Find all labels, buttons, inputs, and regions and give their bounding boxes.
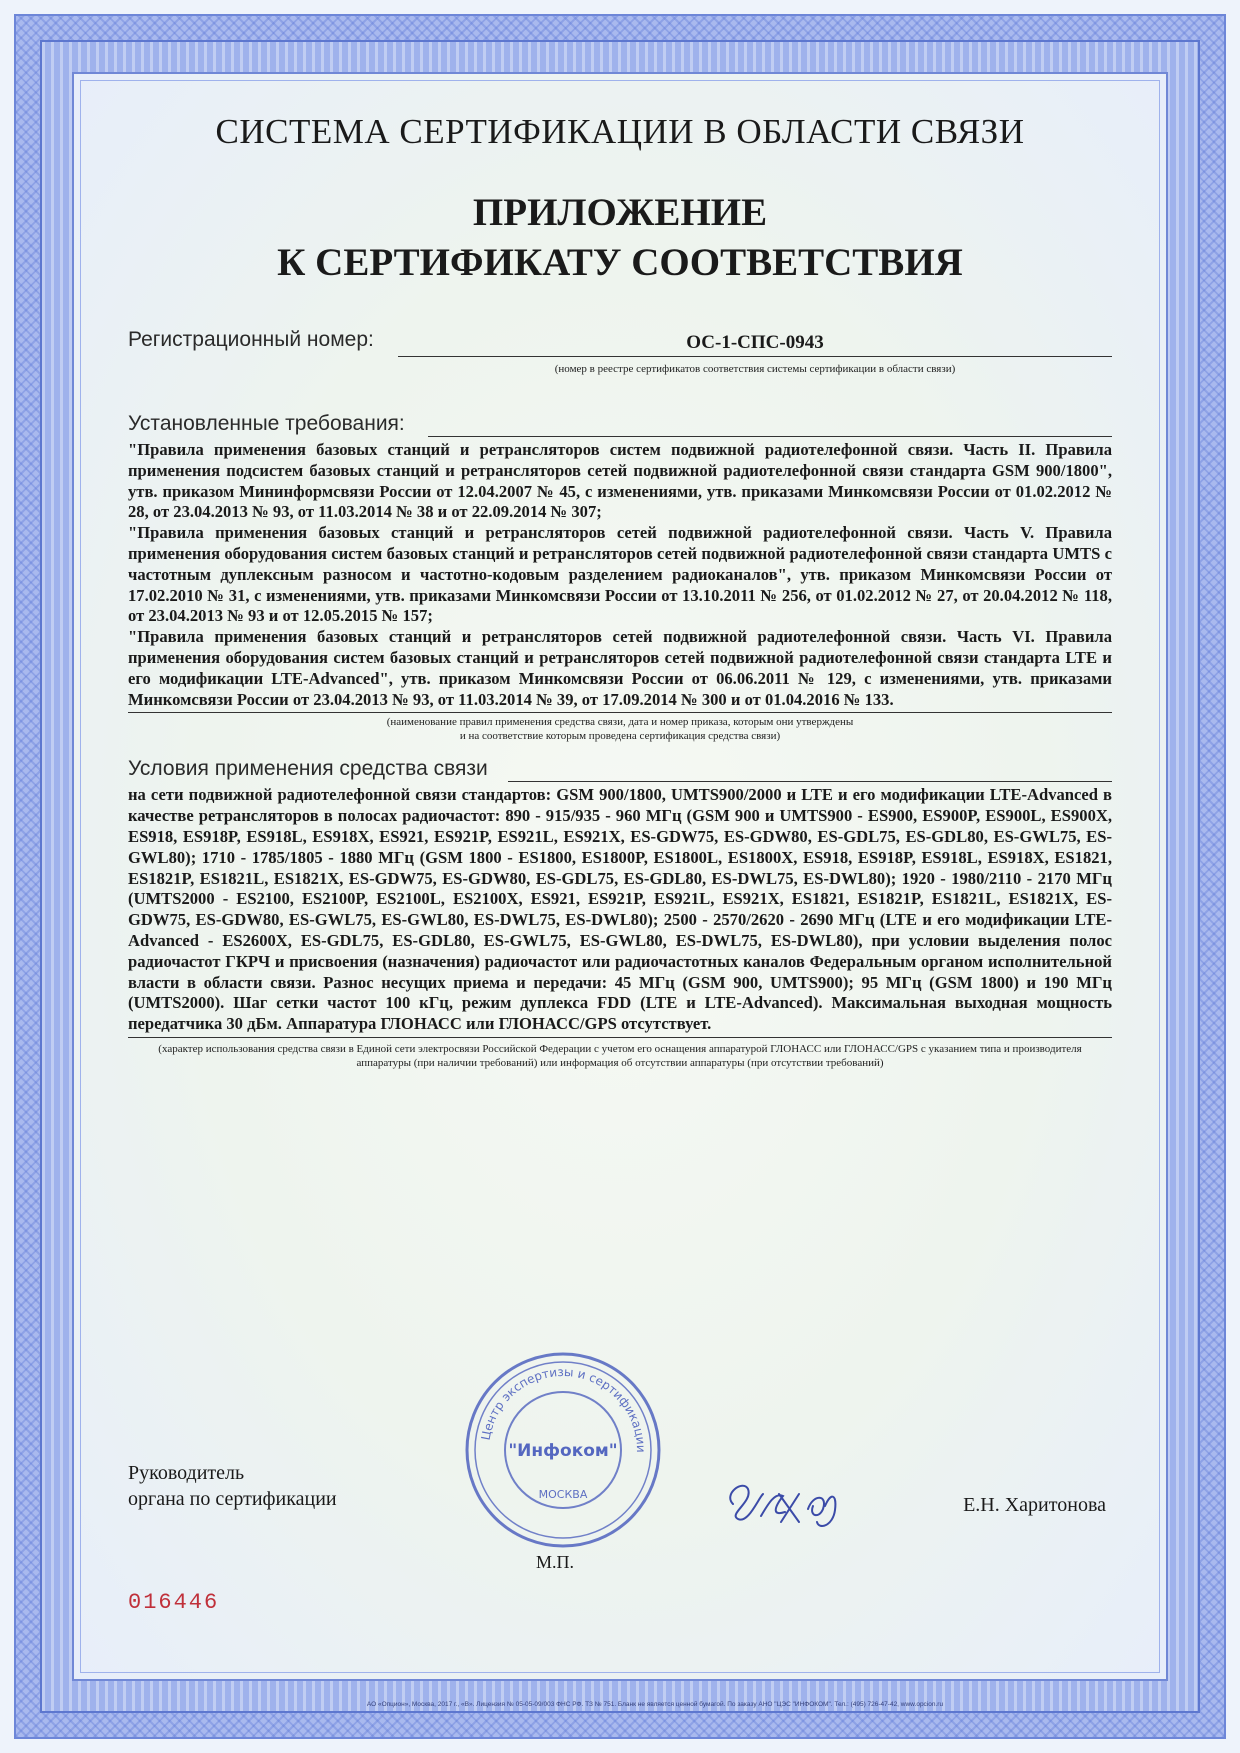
registration-label: Регистрационный номер: [128,328,374,351]
requirement-paragraph: "Правила применения базовых станций и ретрансляторов сетей подвижной радиотелефонной связи. Часть V. Правила применения оборудования систем базовых станций и ретрансляторов сетей подвижной радиотелефонной связи стандарта UMTS с частотным дуплексным разносом и частотно-кодовым разделением радиоканалов", утв. приказом Минкомсвязи России от 17.02.2010 № 31, с изменениями, утв. приказами Минкомсвязи России от 13.10.2011 № 256, от 01.02.2012 № 27, от 20.04.2012 № 118, от 23.04.2013 № 93 и от 12.05.2015 № 157; [128,523,1112,626]
requirements-note-line-1: (наименование правил применения средства связи, дата и номер приказа, которым они утверждены [386,716,854,729]
handwritten-signature-icon [713,1464,863,1534]
conditions-text: на сети подвижной радиотелефонной связи стандартов: GSM 900/1800, UMTS900/2000 и LTE и его модификации LTE-Advanced в качестве ретрансляторов в полосах радиочастот: 890 - 915/935 - 960 МГц (GSM 900 и UMTS900 - ES900, ES900P, ES900L, ES900X, ES918, ES918P, ES918L, ES918X, ES921, ES921P, ES921L, ES921X, ES-GDW75, ES-GDW80, ES-GDL75, ES-GDL80, ES-GWL75, ES-GWL80); 1710 - 1785/1805 - 1880 МГц (GSM 1800 - ES1800, ES1800P, ES1800L, ES1800X, ES918, ES918P, ES918L, ES918X, ES1821, ES1821P, ES1821L, ES1821X, ES-GDW75, ES-GDW80, ES-GDL75, ES-GDL80, ES-DWL75, ES-DWL80); 1920 - 1980/2110 - 2170 МГц (UMTS2000 - ES2100, ES2100P, ES2100L, ES2100X, ES921, ES921P, ES921L, ES921X, ES1821, ES1821P, ES1821L, ES1821X, ES-GDW75, ES-GDW80, ES-GWL75, ES-GWL80, ES-DWL75, ES-DWL80); 2500 - 2570/2620 - 2690 МГц (LTE и его модификации LTE-Advanced - ES2600X, ES-GDL75, ES-GDL80, ES-GWL75, ES-GWL80, ES-DWL75, ES-DWL80), при условии выделения полос радиочастот ГКРЧ и присвоения (назначения) радиочастот или радиочастотных каналов Федеральным органом исполнительной власти в области связи. Разнос несущих приема и передачи: 45 МГц (GSM 900, UMTS900); 95 МГц (GSM 1800) и 190 МГц (UMTS2000). Шаг сетки частот 100 кГц, режим дуплекса FDD (LTE и LTE-Advanced). Максимальная выходная мощность передатчика 30 дБм. Аппаратура ГЛОНАСС или ГЛОНАСС/GPS отсутствует. [128,785,1112,1034]
seal-center-text: "Инфоком" [508,1441,618,1461]
seal-ring-text: Центр экспертизы и сертификации [478,1364,649,1453]
requirements-label: Установленные требования: [128,412,405,435]
stamp-seal-icon [463,1350,663,1550]
seal-bottom-text: МОСКВА [538,1488,588,1501]
serial-number: 016446 [128,1590,220,1615]
system-title: СИСТЕМА СЕРТИФИКАЦИИ В ОБЛАСТИ СВЯЗИ [215,112,1025,151]
signatory-role [128,1460,337,1512]
conditions-label: Условия применения средства связи [128,757,488,781]
signatory-role-line-2: органа по сертификации [128,1488,337,1510]
conditions-underline [508,781,1112,782]
registration-number: ОС-1-СПС-0943 [398,326,1112,357]
signatory-role-line-1: Руководитель [128,1462,245,1484]
requirements-underline [428,436,1112,437]
certificate-content [128,100,1112,1070]
conditions-text-block [128,785,1112,1038]
requirements-note-line-2: и на соответствие которым проведена сертификация средства связи) [459,730,781,743]
signature-area [128,1364,1112,1600]
requirements-text [128,440,1112,713]
requirements-header [128,412,1112,440]
stamp-place-label: М.П. [536,1552,575,1572]
conditions-note: (характер использования средства связи в Единой сети электросвязи Российской Федерации с учетом его оснащения аппаратурой ГЛОНАСС или ГЛОНАСС/GPS с указанием типа и производителя аппаратуры (при наличии требований) или информация об отсутствии аппаратуры (при отсутствии требований) [158,1042,1082,1069]
document-title-line-1: ПРИЛОЖЕНИЕ [472,191,768,234]
signatory-name: Е.Н. Харитонова [963,1494,1106,1516]
requirements-note [128,715,1112,743]
document-title [128,188,1112,288]
document-title-line-2: К СЕРТИФИКАТУ СООТВЕТСТВИЯ [277,241,963,284]
requirement-paragraph: "Правила применения базовых станций и ретрансляторов систем подвижной радиотелефонной связи. Часть II. Правила применения подсистем базовых станций и ретрансляторов сетей подвижной радиотелефонной связи стандарта GSM 900/1800", утв. приказом Мининформсвязи России от 12.04.2007 № 45, с изменениями, утв. приказами Минкомсвязи России от 01.02.2012 № 28, от 23.04.2013 № 93, от 11.03.2014 № 38 и от 22.09.2014 № 307; [128,440,1112,522]
printer-imprint: АО «Опцион», Москва, 2017 г., «В». Лицензия № 05-05-09/003 ФНС РФ. ТЗ № 751. Бланк не является ценной бумагой. По заказу АНО "ЦЭС "ИНФОКОМ". Тел.: (495) 726-47-42, www.opcion.ru [366,1701,944,1708]
registration-note: (номер в реестре сертификатов соответствия системы сертификации в области связи) [554,363,956,375]
registration-row [128,326,1112,358]
svg-text:Центр экспертизы и сертификаци [479,1365,648,1453]
conditions-header [128,757,1112,785]
requirement-paragraph: "Правила применения базовых станций и ретрансляторов сетей подвижной радиотелефонной связи. Часть VI. Правила применения оборудования систем базовых станций и ретрансляторов сетей подвижной радиотелефонной связи стандарта LTE и его модификации LTE-Advanced", утв. приказом Минкомсвязи России от 06.06.2011 № 129, с изменениями, утв. приказами Минкомсвязи России от 23.04.2013 № 93, от 11.03.2014 № 39, от 17.09.2014 № 300 и от 01.04.2016 № 133. [128,627,1112,709]
